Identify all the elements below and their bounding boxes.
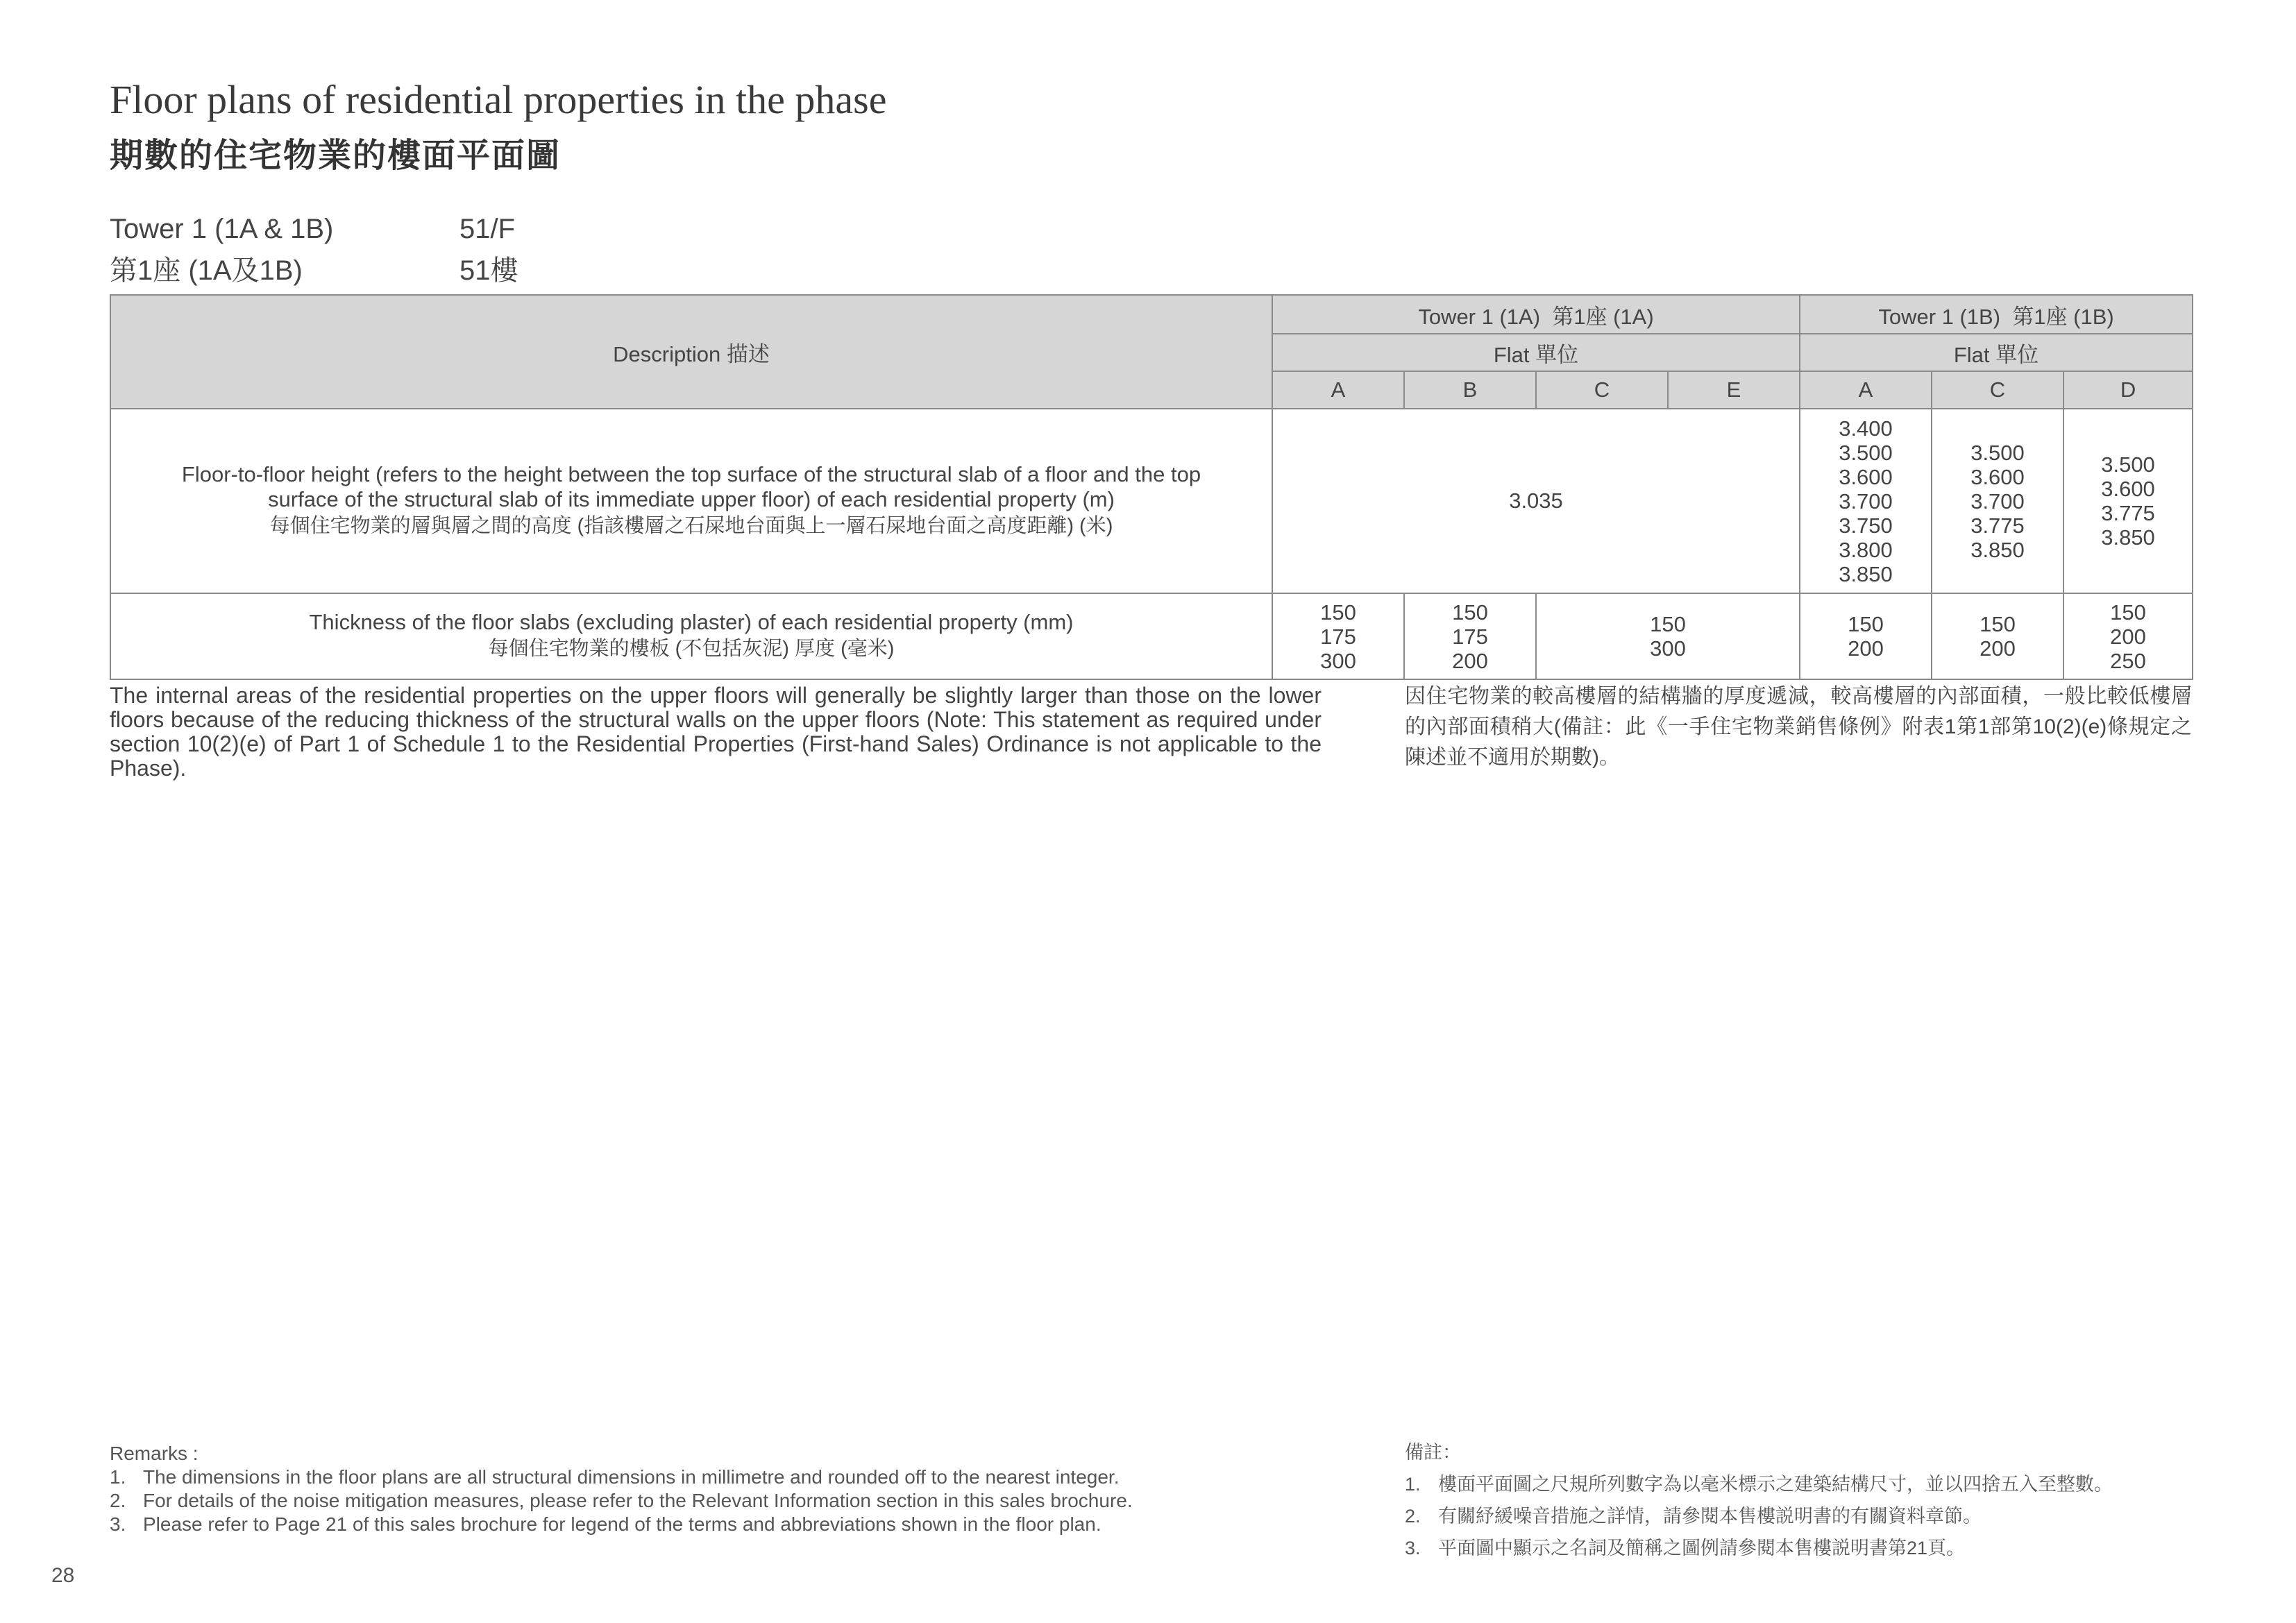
floor-height-row	[110, 409, 2193, 593]
slab-thickness-row	[110, 593, 2193, 679]
remark-text: For details of the noise mitigation measures, please refer to the Relevant Information section in this sales brochure.	[143, 1490, 1133, 1511]
remark-item	[110, 1465, 1331, 1489]
description-header: Description 描述	[110, 295, 1272, 409]
tower-label-chinese: 第1座 (1A及1B)	[110, 255, 303, 286]
slab-thickness-1a-c-e	[1536, 593, 1800, 679]
floor-height-description-en-line1: Floor-to-floor height (refers to the height between the top surface of the structural slab of a floor and the top	[181, 462, 1201, 486]
floor-height-tower-1a-value: 3.035	[1272, 409, 1800, 593]
remark-number: 3.	[110, 1513, 126, 1535]
flat-label-1a: Flat 單位	[1272, 334, 1800, 371]
flat-1a-b-header: B	[1404, 371, 1536, 409]
floor-height-1b-d	[2063, 409, 2193, 593]
floor-label-english: 51/F	[459, 214, 516, 244]
tower-1a-header: Tower 1 (1A) 第1座 (1A)	[1272, 295, 1800, 334]
value: 3.775	[2101, 501, 2155, 525]
value: 3.600	[1839, 464, 1893, 489]
flat-label-1b: Flat 單位	[1800, 334, 2193, 371]
remark-number: 1.	[110, 1466, 126, 1488]
value: 3.850	[1970, 537, 2025, 562]
value: 150	[1320, 600, 1356, 624]
tower-1b-header: Tower 1 (1B) 第1座 (1B)	[1800, 295, 2193, 334]
value: 175	[1320, 624, 1356, 649]
internal-area-note-en: The internal areas of the residential properties on the upper floors will generally be slightly larger than those on the lower floors because of the reducing thickness of the structural walls on the upper floors (Note: This statement as required under section 10(2)(e) of Part 1 of Schedule 1 to the Residential Properties (First-hand Sales) Ordinance is not applicable to the Phase).	[110, 683, 1322, 781]
tower-label-english: Tower 1 (1A & 1B)	[110, 214, 334, 244]
slab-thickness-description-en: Thickness of the floor slabs (excluding plaster) of each residential property (mm)	[309, 610, 1074, 634]
value: 200	[2110, 624, 2146, 649]
value: 200	[1980, 636, 2016, 661]
flat-1a-a-header: A	[1272, 371, 1404, 409]
value: 3.400	[1839, 416, 1893, 441]
floor-height-1b-c	[1932, 409, 2063, 593]
flat-1b-c-header: C	[1932, 371, 2063, 409]
remark-text: 平面圖中顯示之名詞及簡稱之圖例請參閱本售樓説明書第21頁。	[1438, 1538, 1966, 1558]
remarks-heading-zh: 備註：	[1405, 1442, 1461, 1463]
slab-thickness-1b-a	[1800, 593, 1932, 679]
slab-thickness-description-zh: 每個住宅物業的樓板 (不包括灰泥) 厚度 (毫米)	[488, 638, 895, 660]
internal-area-note-zh: 因住宅物業的較高樓層的結構牆的厚度遞減，較高樓層的內部面積，一般比較低樓層的內部面積稍大(備註：此《一手住宅物業銷售條例》附表1第1部第10(2)(e)條規定之陳述並不適用於期數)。	[1405, 685, 2192, 769]
value: 3.750	[1839, 513, 1893, 538]
value: 150	[1452, 600, 1488, 624]
flat-1a-c-header: C	[1536, 371, 1668, 409]
value: 300	[1650, 636, 1686, 661]
slab-thickness-1b-c	[1932, 593, 2063, 679]
value: 3.500	[2101, 452, 2155, 477]
floor-specification-table	[110, 294, 2193, 680]
remark-item	[110, 1489, 1331, 1513]
value: 3.700	[1839, 488, 1893, 513]
remark-number: 2.	[110, 1490, 126, 1511]
floor-height-description-zh: 每個住宅物業的層與層之間的高度 (指該樓層之石屎地台面與上一層石屎地台面之高度距離) (米)	[269, 515, 1113, 537]
floor-height-description-en-line2: surface of the structural slab of its immediate upper floor) of each residential property (m)	[268, 487, 1115, 511]
remarks-heading-en: Remarks :	[110, 1443, 199, 1464]
value: 3.775	[1970, 513, 2025, 538]
remark-item	[1405, 1500, 2192, 1532]
floor-label-chinese: 51樓	[459, 255, 518, 286]
remark-text: 有關紓緩噪音措施之詳情，請參閱本售樓説明書的有關資料章節。	[1438, 1506, 1982, 1527]
remark-item	[1405, 1532, 2192, 1564]
value: 150	[1848, 612, 1884, 636]
remark-item	[1405, 1468, 2192, 1500]
page-title-english: Floor plans of residential properties in the phase	[110, 77, 887, 122]
remark-number: 2.	[1405, 1506, 1421, 1527]
value: 3.500	[1839, 440, 1893, 465]
remarks-en	[110, 1442, 1331, 1536]
slab-thickness-description	[110, 593, 1272, 679]
flat-1b-d-header: D	[2063, 371, 2193, 409]
value: 3.600	[2101, 477, 2155, 501]
value: 150	[1650, 612, 1686, 636]
value: 3.600	[1970, 464, 2025, 489]
value: 3.850	[1839, 561, 1893, 586]
floor-height-description	[110, 409, 1272, 593]
floor-height-1b-a	[1800, 409, 1932, 593]
value: 3.500	[1970, 440, 2025, 465]
value: 3.700	[1970, 488, 2025, 513]
value: 200	[1452, 648, 1488, 673]
value: 150	[2110, 600, 2146, 624]
value: 300	[1320, 648, 1356, 673]
slab-thickness-1b-d	[2063, 593, 2193, 679]
slab-thickness-1a-a	[1272, 593, 1404, 679]
remark-number: 1.	[1405, 1474, 1421, 1495]
page-title-chinese: 期數的住宅物業的樓面平面圖	[110, 136, 562, 175]
flat-1b-a-header: A	[1800, 371, 1932, 409]
value: 175	[1452, 624, 1488, 649]
slab-thickness-1a-b	[1404, 593, 1536, 679]
page-number: 28	[51, 1564, 75, 1587]
value: 3.800	[1839, 537, 1893, 562]
value: 3.850	[2101, 525, 2155, 550]
remark-item	[110, 1513, 1331, 1536]
remark-text: 樓面平面圖之尺規所列數字為以毫米標示之建築結構尺寸，並以四捨五入至整數。	[1438, 1474, 2113, 1495]
flat-1a-e-header: E	[1668, 371, 1800, 409]
remarks-zh	[1405, 1436, 2192, 1564]
remark-text: Please refer to Page 21 of this sales brochure for legend of the terms and abbreviations shown in the floor plan.	[143, 1513, 1101, 1535]
remark-number: 3.	[1405, 1538, 1421, 1558]
value: 150	[1980, 612, 2016, 636]
remark-text: The dimensions in the floor plans are all structural dimensions in millimetre and rounded off to the nearest integer.	[143, 1466, 1120, 1488]
value: 250	[2110, 648, 2146, 673]
value: 200	[1848, 636, 1884, 661]
